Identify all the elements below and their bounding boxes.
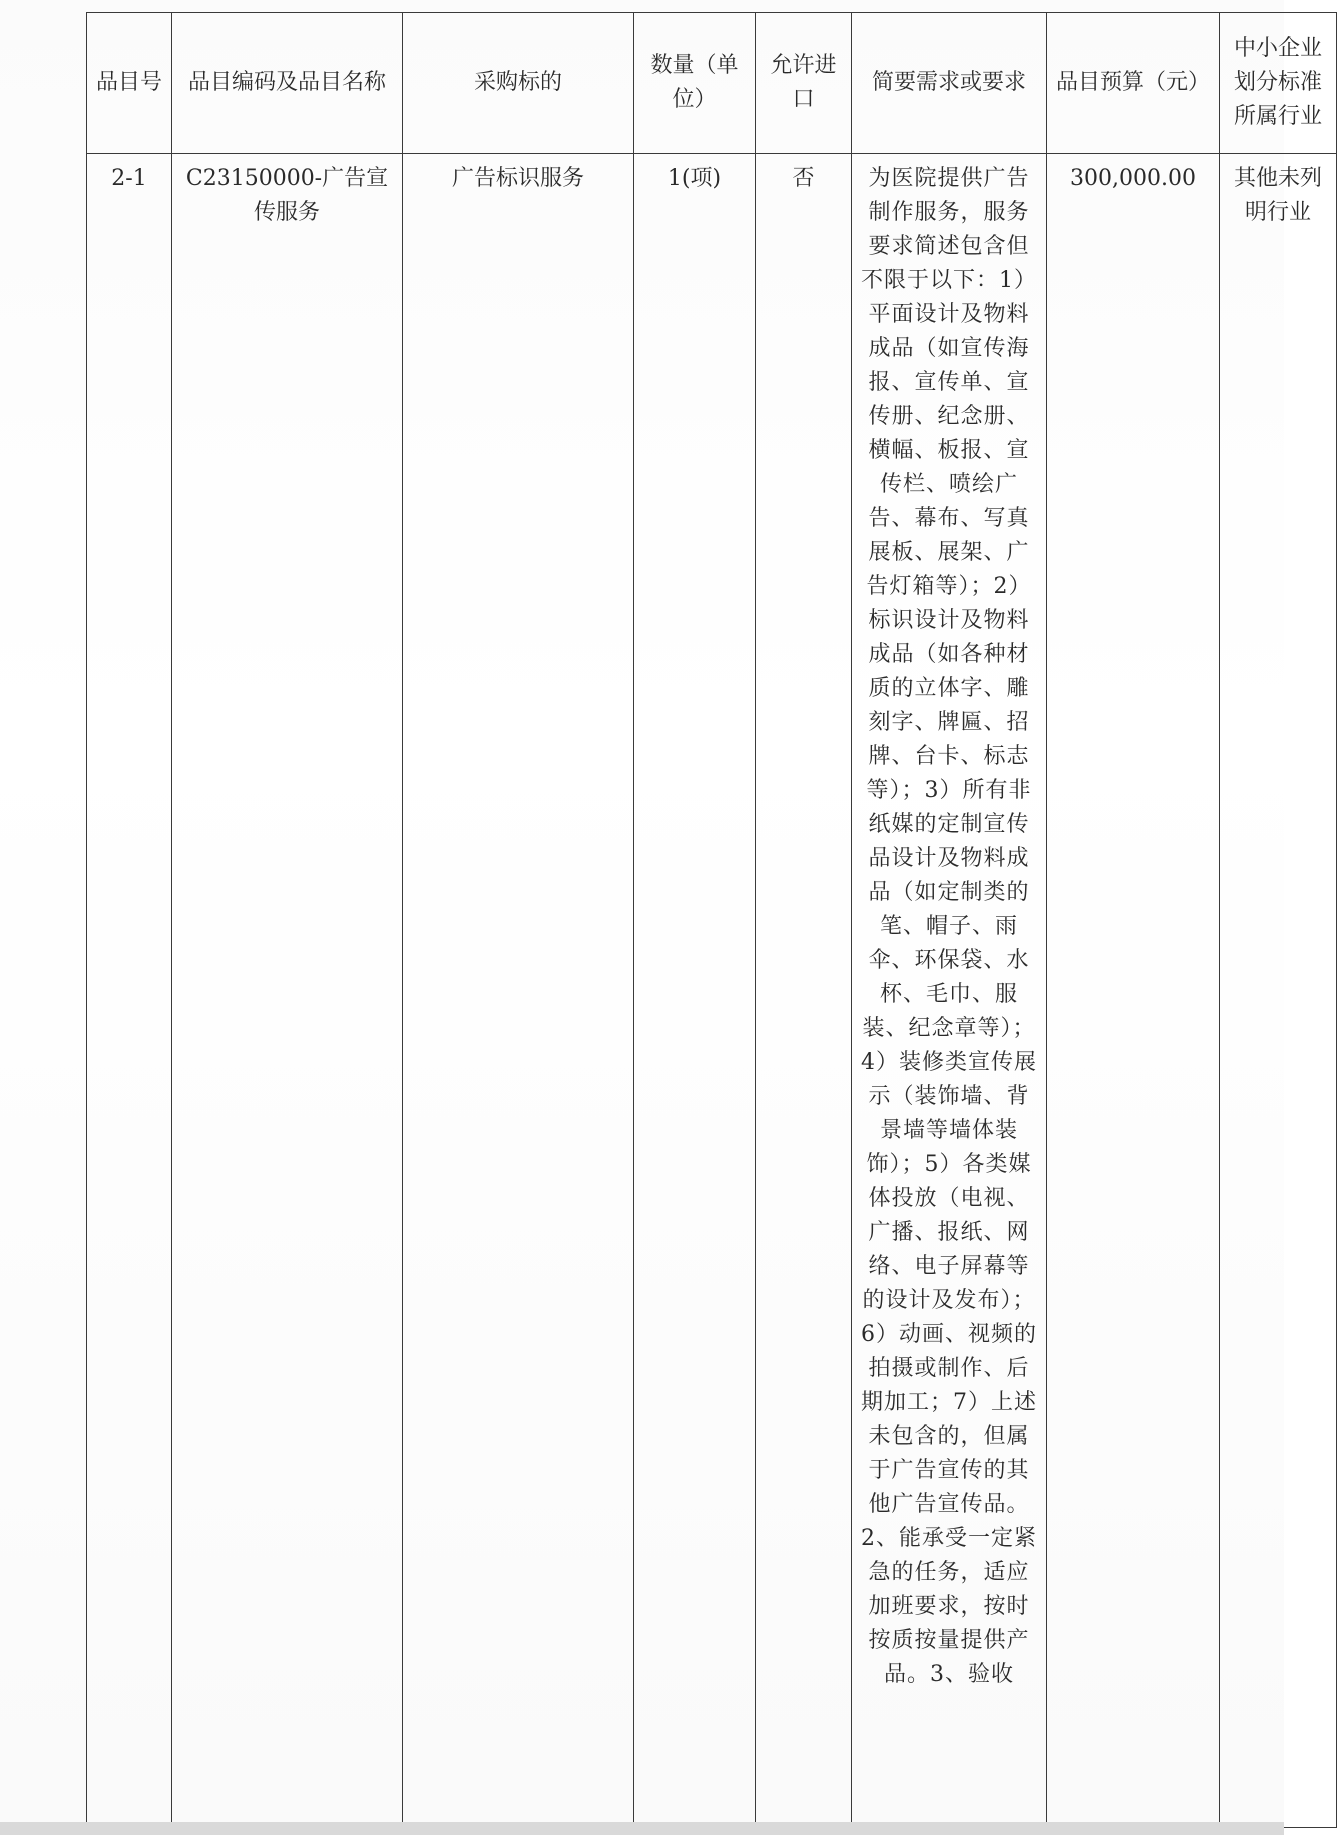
- table-row: [87, 154, 1337, 1828]
- cell-target: 广告标识服务: [403, 154, 634, 1828]
- header-sme-industry: 中小企业划分标准所属行业: [1220, 13, 1337, 154]
- cell-item-no: 2-1: [87, 154, 172, 1828]
- procurement-items-table: [86, 12, 1337, 1828]
- header-target: 采购标的: [403, 13, 634, 154]
- header-code-name: 品目编码及品目名称: [172, 13, 403, 154]
- cell-budget: 300,000.00: [1047, 154, 1220, 1828]
- header-item-no: 品目号: [87, 13, 172, 154]
- requirements-text: 为医院提供广告制作服务，服务要求简述包含但不限于以下：1）平面设计及物料成品（如宣传海报、宣传单、宣传册、纪念册、横幅、板报、宣传栏、喷绘广告、幕布、写真展板、展架、广告灯箱等）；2）标识设计及物料成品（如各种材质的立体字、雕刻字、牌匾、招牌、台卡、标志等）；3）所有非纸媒的定制宣传品设计及物料成品（如定制类的笔、帽子、雨伞、环保袋、水杯、毛巾、服装、纪念章等）；4）装修类宣传展示（装饰墙、背景墙等墙体装饰）；5）各类媒体投放（电视、广播、报纸、网络、电子屏幕等的设计及发布）；6）动画、视频的拍摄或制作、后期加工；7）上述未包含的，但属于广告宣传的其他广告宣传品。2、能承受一定紧急的任务，适应加班要求，按时按质按量提供产品。3、验收: [861, 166, 1037, 1687]
- header-requirements: 简要需求或要求: [852, 13, 1047, 154]
- cell-requirements: [852, 154, 1047, 1828]
- header-budget: 品目预算（元）: [1047, 13, 1220, 154]
- table-header-row: [87, 13, 1337, 154]
- header-quantity: 数量（单位）: [634, 13, 756, 154]
- cell-code-name: C23150000-广告宣传服务: [172, 154, 403, 1828]
- header-import-allowed: 允许进口: [756, 13, 852, 154]
- page-bottom-edge: [0, 1822, 1284, 1835]
- cell-quantity: 1(项): [634, 154, 756, 1828]
- cell-sme-industry: 其他未列明行业: [1220, 154, 1337, 1828]
- cell-import-allowed: 否: [756, 154, 852, 1828]
